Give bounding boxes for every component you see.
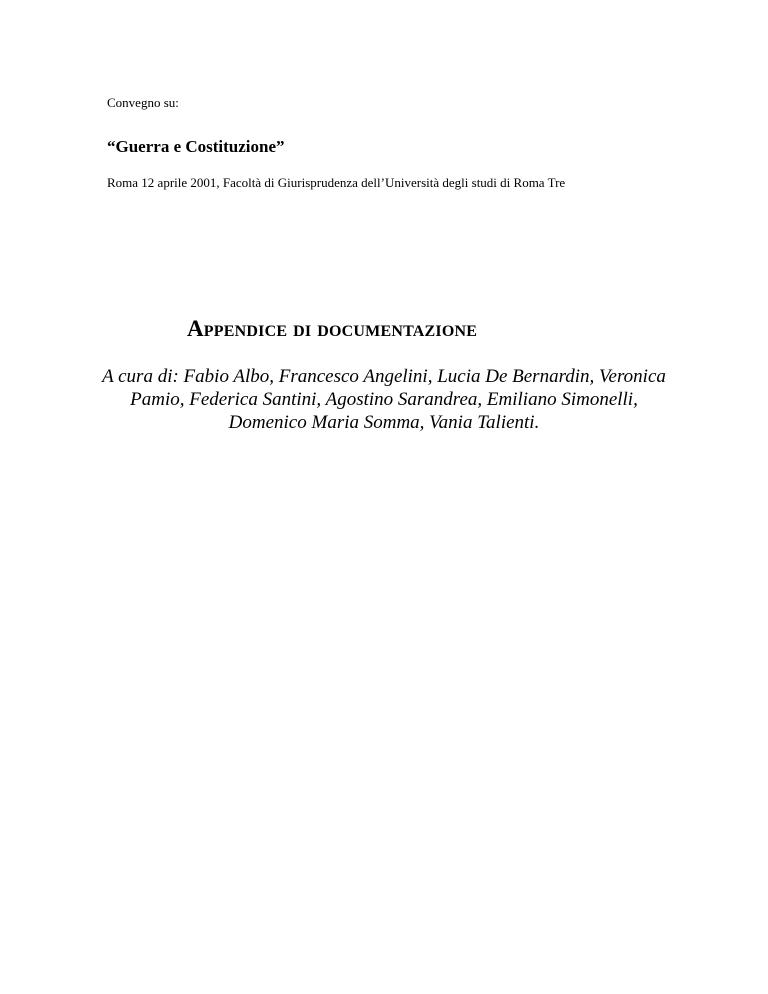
- conference-label: Convegno su:: [107, 95, 179, 110]
- conference-details: Roma 12 aprile 2001, Facoltà di Giurisprudenza dell’Università degli studi di Roma Tre: [107, 175, 566, 190]
- conference-title: “Guerra e Costituzione”: [107, 137, 285, 156]
- appendix-heading: Appendice di documentazione: [187, 316, 478, 342]
- editors-credits: A cura di: Fabio Albo, Francesco Angelini, Lucia De Bernardin, Veronica Pamio, Federica Santini, Agostino Sarandrea, Emiliano Simonelli, Domenico Maria Somma, Vania Talienti.: [102, 366, 666, 433]
